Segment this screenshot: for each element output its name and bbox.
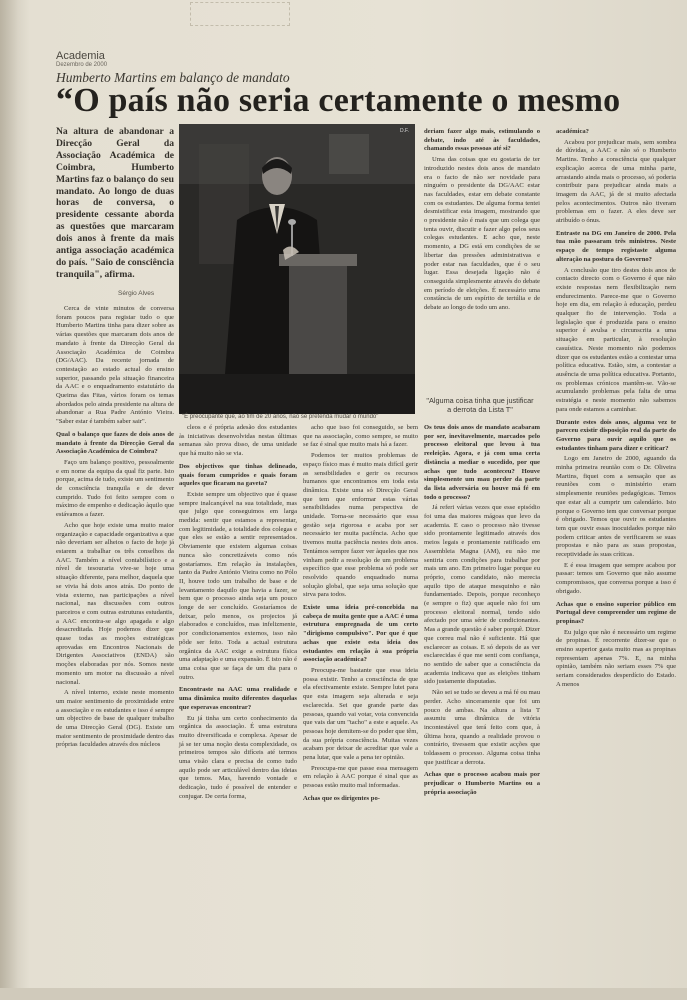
paragraph: Acabou por prejudicar mais, sem sombra de dúvidas, a AAC e não só o Humberto Martins. Tenho a consciência que qualquer explicação acerca de uma minha parte, arrastando ainda mais o processo, só poderia contribuir para prejudicar ainda mais a imagem da AAC, já de si muito afectada pelos acontecimentos. Outros não tiveram problemas em o fazer. A eles deve ser atribuído o ónus. — [556, 138, 676, 225]
text-column-4-top — [424, 124, 540, 315]
interview-question: Encontraste na AAC uma realidade e uma dinâmica muito diferentes daquelas que esperavas encontrar? — [179, 686, 297, 711]
text-column-3 — [303, 424, 418, 806]
photo-caption: "É preocupante que, ao fim de 20 anos, não se pretenda mudar o mundo" — [182, 414, 379, 420]
photo-illustration — [179, 124, 415, 414]
interview-question: Entraste na DG em Janeiro de 2000. Pela tua mão passaram três ministros. Neste espaço de tempo registaste alguma alteração na postura do Governo? — [556, 229, 676, 263]
paragraph: Já referi várias vezes que esse episódio foi uma das maiores mágoas que levo da academia. E caso o processo não tivesse sido prontamente legitimado através dos meios legais e prontamente ratificado em Assembleia Magna (AM), eu não me sentiria com condições para trabalhar por mais um ano. Em primeiro lugar porque eu próprio, como candidato, não merecia aquilo tipo de ataque mesquinho e não fundamentado. Depois, porque reconheço (e sempre o fiz) que aquele não foi um processo eleitoral normal, tendo sido afectado por uma série de condicionantes. Mas a grande questão é saber porquê. Dizer que correu mal não é suficiente. Há que esclarecer as coisas. E só depois de as ver esclarecidas é que me senti com confiança, no sentido de saber que a consciência da academia indicava que as eleições tinham sido justamente disputadas. — [424, 504, 540, 686]
article-headline: “O país não seria certamente o mesmo — [56, 82, 621, 119]
interview-question: Qual o balanço que fazes de dois anos de mandato à frente da Direcção Geral da Associação Académica de Coimbra? — [56, 430, 174, 456]
interview-question: Os teus dois anos de mandato acabaram por ser, inevitavelmente, marcados pelo processo eleitoral que levou à tua reeleição. Agora, e já com uma certa distância a mediar o sucedido, por que achas que tudo aconteceu? Houve simplesmente um mau perder da parte da lista adversária ou houve má fé em todo o processo? — [424, 424, 540, 501]
interview-question: Achas que o ensino superior público em Portugal deve compreender um regime de propinas? — [556, 600, 676, 625]
paragraph: acho que isso foi conseguido, se bem que na associação, como sempre, se muito se faz é sinal que muito mais há a fazer. — [303, 424, 418, 449]
text-column-1 — [56, 305, 174, 752]
text-column-5 — [556, 124, 676, 692]
photo-credit: D.F. — [400, 128, 409, 134]
article-lead: Na altura de abandonar a Direcção Geral da Associação Académica de Coimbra, Humberto Martins faz o balanço do seu mandato. Ao longo de duas horas de conversa, o presidente cessante aborda as questões que marcaram dois anos à frente da mais antiga associação académica do país. "Saio de consciência tranquila", afirma. — [56, 126, 174, 280]
byline: Sérgio Alves — [118, 290, 155, 297]
paragraph: Cerca de vinte minutos de conversa foram poucos para registar tudo o que Humberto Martins tinha para dizer sobre as várias questões que marcaram dois anos de mandato à frente da Direcção Geral da Associação Académica de Coimbra (DG/AAC). Da recente jornada de contestação ao estado actual do ensino superior, passando pela situação financeira da AAC e o enquadramento estatutário da Queima das Fitas, vários foram os temas abordados pelo ainda presidente na altura de abandonar a Rua Padre António Vieira. "Saber estar é também saber sair". — [56, 305, 174, 426]
interview-question: académica? — [556, 128, 589, 135]
issue-date: Dezembro de 2000 — [56, 62, 108, 68]
paragraph: A nível interno, existe neste momento um maior sentimento de proximidade entre a associação e os estudantes e isso é sempre um objectivo de base de qualquer trabalho de uma Direcção Geral (DG). Existe um maior sentimento de proximidade dentro das próprias faculdades através dos núcleos — [56, 689, 174, 749]
interview-question: Existe uma ideia pré-concebida na cabeça de muita gente que a AAC é uma estrutura empregnada de um certo "dirigismo compulsivo". Por que é que achas que existe esta ideia dos estudantes em relação à sua própria associação académica? — [303, 604, 418, 664]
paragraph: A conclusão que tiro destes dois anos de contacto directo com o Governo é que não existe respostas nem flexibilização nem endurecimento. Parece-me que o Governo hoje em dia, em relação à educação, perdeu qualquer fio de intervenção. Toda a legislação que é produzida para o ensino superior é avulsa e circunscrita a uma situação em particular, à resolução casuística. Neste momento não podemos dizer que os estudantes estão a contestar uma política educativa. Estão, sim, a contestar a ausência de uma política educativa. Portanto, os problemas crónicos mantêm-se. Vão-se acumulando problemas pela falta de uma estratégia e neste momento não sabemos para onde estamos a caminhar. — [556, 266, 676, 413]
paragraph: E é essa imagem que sempre acabou por passar: temos um Governo que não assume compromissos, que conversa porque a isso é obrigado. — [556, 561, 676, 595]
archive-stamp — [190, 2, 290, 26]
interview-question: Dos objectivos que tinhas delineado, quais foram cumpridos e quais foram aqueles que ficaram na gaveta? — [179, 462, 297, 488]
pull-quote-a: "Alguma coisa tinha que justificar a derrota da Lista T" — [426, 396, 534, 414]
paragraph: Podemos ter muitos problemas de espaço físico mas é muito mais difícil gerir as sensibilidades e gerir os recursos humanos que encontramos em toda esta dinâmica. Existe uma só Direcção Geral que tem que enformar estas várias sensibilidades numa perspectiva de unidade. Torna-se necessário que essa gestão seja rigorosa e acaba por ser necessário ter muita paciência. Acho que tivemos muita paciência nestes dois anos. Tentámos sempre fazer ver àqueles que nos vinham pedir a resolução de um problema específico que esse problema só pode ser resolvido quando enquadrado numa solução global, que seja uma solução que sirva para todos. — [303, 452, 418, 599]
paragraph: Faço um balanço positivo, pessoalmente e em nome da equipa da qual fiz parte. Isto porque, acima de tudo, existe um sentimento de consciência tranquila e de dever cumprido. Tudo foi feito sempre com o máximo de empenho e dedicação àquilo que estávamos a fazer. — [56, 458, 174, 519]
article-kicker: Humberto Martins em balanço de mandato — [56, 70, 290, 85]
paragraph: Não sei se tudo se deveu a má fé ou mau perder. Acho sinceramente que foi um pouco de ambas. Na altura a lista T assumiu uma dinâmica de vitória incontestável que terá feito com que, à última hora, quando a realidade provou o contrário, tivessem que existir acções que toldassem o processo. Alguma coisa tinha que justificar a derrota. — [424, 689, 540, 766]
page-fold-shadow — [0, 0, 30, 1000]
paragraph: Uma das coisas que eu gostaria de ter introduzido nestes dois anos de mandato era o facto de não ser novidade para ninguém o presidente da DG/AAC estar nas faculdades, estar em debate constante com os estudantes. De alguma forma tentei desmistificar esta imagem, mostrando que o presidente não é mais que um colega que tenta ouvir, discutir e fazer algo pelos seus colegas estudantes. E acho que, neste momento, a DG está em condições de se libertar das pressões administrativas e poder estar nas faculdades, que é o seu lugar. Essa desejada ligação não é conseguida simplesmente através do debate em período de eleições. É necessário uma constância de um espírito de tertúlia e de debate ao longo de todo um ano. — [424, 156, 540, 312]
paragraph: Logo em Janeiro de 2000, aguando da minha primeira reunião com o Dr. Oliveira Martins, fiquei com a sensação que as reuniões com o ministério eram simplesmente reuniões pedagógicas. Temos que estar ali a cumprir um calendário. Isto porque o Governo tem que conversar porque é obrigado. Temos que ouvir os estudantes tem que ouvir essas inocuidades porque não podem criticar antes de verificarem se suas propostas e não para as suas propostas, receptividade às suas críticas. — [556, 455, 676, 559]
text-column-4-bottom — [424, 420, 540, 800]
text-column-2 — [179, 424, 297, 804]
article-photo — [179, 124, 415, 414]
paragraph: Eu julgo que não é necessário um regime de propinas. É recorrente dizer-se que o ensino superior gasta muito mas as propinas representam apenas 7%. E, na minha opinião, também não seriam esses 7% que seriam considerados desperdício do Estado. A menos — [556, 628, 676, 688]
paragraph: Eu já tinha um certo conhecimento da orgânica da associação. É uma estrutura muito diversificada e complexa. Apesar de já se ter uma noção desta complexidade, os primeiros tempos são difíceis até termos uma visão clara e precisa de como tudo aquilo pode ser articulável dentro das ideias que temos. Mas, havendo vontade e dedicação, tudo é possível de entender e conjugar. De certa forma, — [179, 714, 297, 800]
interview-question: deriam fazer algo mais, estimulando o debate, indo até às faculdades, chamando essas pessoas até si? — [424, 128, 540, 153]
paragraph: Acho que hoje existe uma muito maior organização e capacidade organizativa a que não deveriam ser alheios o facto de hoje já estarem a trabalhar os três conselhos da AAC. Também a nível contabilístico e a nível de tesouraria vive-se hoje uma situação diferente, para melhor, daquela que se vivia há dois anos atrás. Do ponto de vista externo, nas participações a nível nacional, nas discussões com outros parceiros e com outras estruturas estudantis, a AAC encontra-se algo apagada e algo desacreditada. Hoje podemos dizer que quase todas as moções estratégicas aprovadas em Encontros Nacionais de Dirigentes Associativos (ENDA) são moções elaboradas por nós. Somos neste momento um motor na discussão a nível nacional. — [56, 521, 174, 686]
interview-question: Durante estes dois anos, alguma vez te pareceu existir disposição real da parte do Governo para ouvir aquilo que os estudantes tinham para dizer e criticar? — [556, 418, 676, 452]
paragraph: Preocupa-me que passe essa mensagem em relação à AAC porque é sinal que as pessoas estão muito mal informadas. — [303, 764, 418, 790]
paragraph: cleos e é própria adesão dos estudantes às iniciativas desenvolvidas nestas últimas semanas são prova disso, de uma unidade que há muito não se via. — [179, 424, 297, 458]
paragraph: Existe sempre um objectivo que é quase sempre inalcançável na sua totalidade, mas que julgo que conseguimos em larga medida: sentir que estamos a representar, com legitimidade, a totalidade dos colegas e que eles se estão a sentir representados. Obviamente que existem algumas coisas nunca são concretizáveis como nós gostaríamos. Em relação às instalações, tanto da Padre António Vieira como no Pólo II, houve todo um trabalho de base e de levantamento daquilo que havia a fazer, se bem que o processo ainda seja um pouco longe de ser concluído. Gostaríamos de deixar, pelo menos, os projectos já elaborados e concluídos, mas infelizmente, por condicionamentos externos, isso não pôde ser feito. Toda a actual estrutura orgânica da AAC exige a estrutura física uma adaptação e uma expansão. É isto não é uma coisa que se faça de um dia para o outro. — [179, 490, 297, 681]
paragraph: Preocupa-me bastante que essa ideia possa existir. Tenho a consciência de que ela efectivamente existe. Sempre lutei para que esta imagem seja alterada e seja esclarecida. Sei que grande parte das pessoas, quando vai votar, vota convencida que vais dar um "tacho" a este e aquele. As pessoas hoje demitem-se do poder que têm, da sua própria consciência. Muitas vezes acabam por deixar de acreditar que vale a pena lutar, que vale a pena ter opinião. — [303, 666, 418, 762]
page-bottom-edge — [0, 988, 687, 1000]
interview-question: Achas que os dirigentes po- — [303, 794, 380, 802]
section-label: Academia — [56, 50, 105, 62]
interview-question: Achas que o processo acabou mais por prejudicar o Humberto Martins ou a própria associação — [424, 771, 540, 796]
